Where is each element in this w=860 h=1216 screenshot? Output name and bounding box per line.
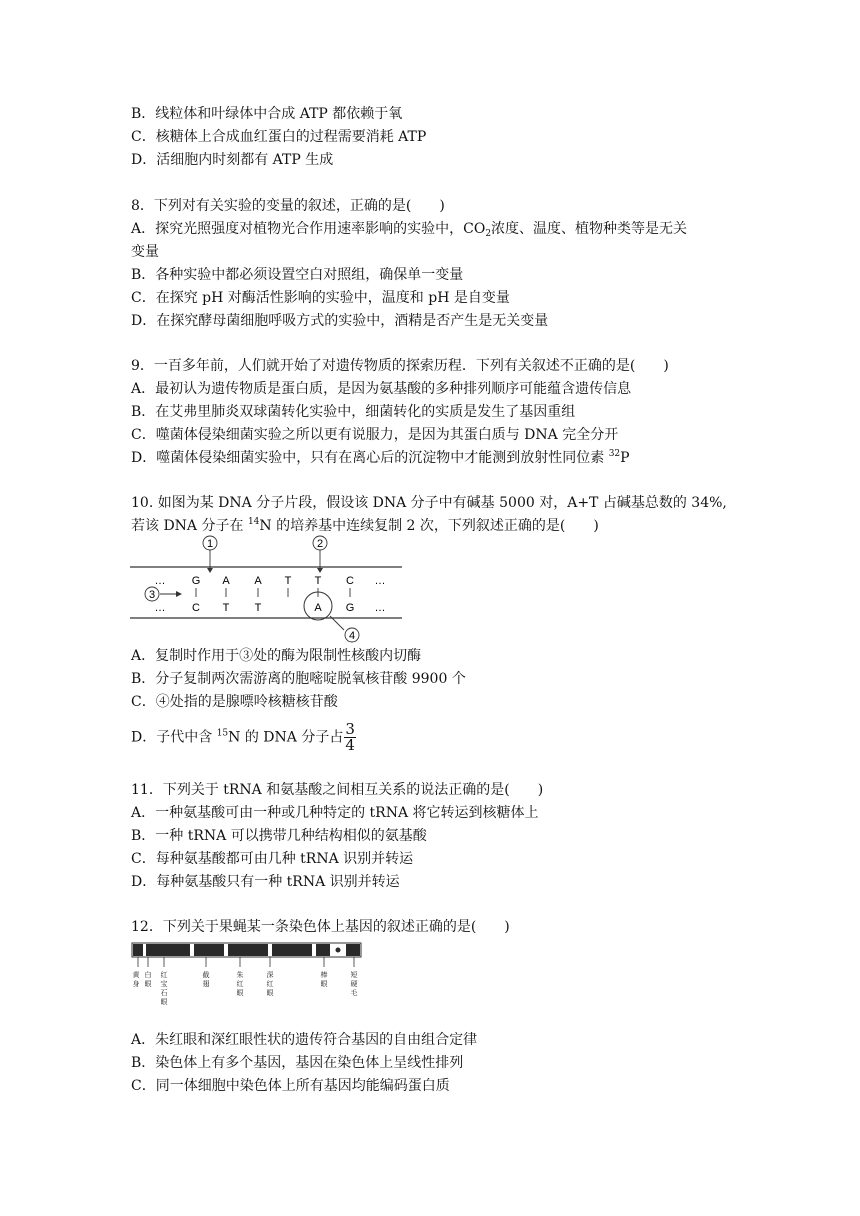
top-base-0: … [154, 575, 166, 587]
q11-option-a: A．一种氨基酸可由一种或几种特定的 tRNA 将它转运到核糖体上 [131, 805, 539, 821]
q10-option-c: C．④处指的是腺嘌呤核糖核苷酸 [131, 694, 338, 710]
gene-label-vermilion-eye: 朱红眼 [236, 971, 244, 997]
q11-option-c: C．每种氨基酸都可由几种 tRNA 识别并转运 [131, 851, 414, 867]
q10-option-b: B．分子复制两次需游离的胞嘧啶脱氧核苷酸 9900 个 [131, 671, 466, 687]
q10-option-d: D．子代中含 $^{15}$N 的 DNA 分子占 $\frac{3}{4}$ [131, 720, 355, 754]
top-base-1: G [191, 575, 201, 587]
bottom-base-6: … [374, 602, 386, 614]
chromosome-band [133, 944, 143, 956]
label-4: 4 [348, 630, 356, 642]
bottom-base-0: … [154, 602, 166, 614]
q8-stem: 8．下列对有关实验的变量的叙述，正确的是( ) [131, 198, 445, 214]
q8-option-a: A．探究光照强度对植物光合作用速率影响的实验中，$CO_2$浓度、温度、植物种类等是无关 [131, 221, 688, 239]
q12-option-c: C．同一体细胞中染色体上所有基因均能编码蛋白质 [131, 1078, 450, 1094]
gene-label-bristle: 短硬毛 [350, 971, 358, 997]
q8-option-d: D．在探究酵母菌细胞呼吸方式的实验中，酒精是否产生是无关变量 [131, 313, 549, 329]
label-1: 1 [206, 538, 214, 550]
label-3: 3 [148, 589, 156, 601]
chromosome-band [194, 944, 224, 956]
chromosome-gene-figure [130, 941, 365, 1023]
gene-label-ruby-eye: 红宝石眼 [160, 971, 168, 1006]
gene-label-cut-wing: 截翅 [202, 971, 210, 988]
q10-stem-cont: 若该 DNA 分子在 $^{14}$N 的培养基中连续复制 2 次，下列叙述正确的是( ) [131, 517, 599, 534]
q12-stem: 12．下列关于果蝇某一条染色体上基因的叙述正确的是( ) [131, 919, 510, 935]
top-base-7: … [374, 575, 386, 587]
q10-option-a: A．复制时作用于③处的酶为限制性核酸内切酶 [131, 648, 422, 664]
bottom-base-3: T [254, 602, 262, 614]
label-1-arrowhead [207, 568, 213, 573]
bottom-base-5: G [345, 602, 355, 614]
gene-label-garnet-eye: 深红眼 [266, 971, 274, 997]
q12-option-a: A．朱红眼和深红眼性状的遗传符合基因的自由组合定律 [131, 1032, 478, 1048]
q8-option-a-cont: 变量 [131, 244, 159, 260]
gene-label-bar-eye: 棒眼 [320, 971, 328, 988]
label-3-arrowhead [176, 591, 182, 597]
chromosome-band [228, 944, 268, 956]
q9-option-d: D．噬菌体侵染细菌实验中，只有在离心后的沉淀物中才能测到放射性同位素 $^{32}$P [131, 449, 630, 466]
q12-option-b: B．染色体上有多个基因，基因在染色体上呈线性排列 [131, 1055, 464, 1071]
gene-label-yellow-body: 黄身 [132, 971, 140, 988]
bottom-base-1: C [192, 602, 200, 614]
q11-option-d: D．每种氨基酸只有一种 tRNA 识别并转运 [131, 874, 400, 890]
q9-stem: 9．一百多年前，人们就开始了对遗传物质的探索历程．下列有关叙述不正确的是( ) [131, 358, 669, 374]
q7-option-d: D．活细胞内时刻都有 ATP 生成 [131, 152, 334, 168]
chromosome-band [316, 944, 330, 956]
q7-option-b: B．线粒体和叶绿体中合成 ATP 都依赖于氧 [131, 106, 403, 122]
top-base-5: T [314, 575, 322, 587]
chromosome-band [346, 944, 360, 956]
q7-option-c: C．核糖体上合成血红蛋白的过程需要消耗 ATP [131, 129, 427, 145]
label-2: 2 [316, 538, 324, 550]
q9-option-a: A．最初认为遗传物质是蛋白质，是因为氨基酸的多种排列顺序可能蕴含遗传信息 [131, 381, 632, 397]
q11-stem: 11．下列关于 tRNA 和氨基酸之间相互关系的说法正确的是( ) [131, 782, 544, 798]
q11-option-b: B．一种 tRNA 可以携带几种结构相似的氨基酸 [131, 828, 427, 844]
top-base-4: T [284, 575, 292, 587]
bottom-base-4: A [314, 602, 322, 614]
chromosome-band [272, 944, 312, 956]
top-base-3: A [254, 575, 262, 587]
q9-option-c: C．噬菌体侵染细菌实验之所以更有说服力，是因为其蛋白质与 DNA 完全分开 [131, 427, 619, 443]
q10-stem: 10. 如图为某 DNA 分子片段，假设该 DNA 分子中有碱基 5000 对，A+T 占碱基总数的 34%, [131, 495, 727, 511]
bottom-base-2: T [222, 602, 230, 614]
gene-label-white-eye: 白眼 [144, 971, 152, 988]
q8-option-b: B．各种实验中都必须设置空白对照组，确保单一变量 [131, 267, 464, 283]
q9-option-b: B．在艾弗里肺炎双球菌转化实验中，细菌转化的实质是发生了基因重组 [131, 404, 576, 420]
label-2-arrowhead [317, 568, 323, 573]
dna-fragment-figure [130, 533, 405, 645]
top-base-6: C [346, 575, 354, 587]
centromere [336, 948, 341, 953]
top-base-2: A [222, 575, 230, 587]
q8-option-c: C．在探究 pH 对酶活性影响的实验中，温度和 pH 是自变量 [131, 290, 510, 306]
chromosome-band [146, 944, 190, 956]
fraction: $\frac{3}{4}$ [345, 720, 355, 754]
